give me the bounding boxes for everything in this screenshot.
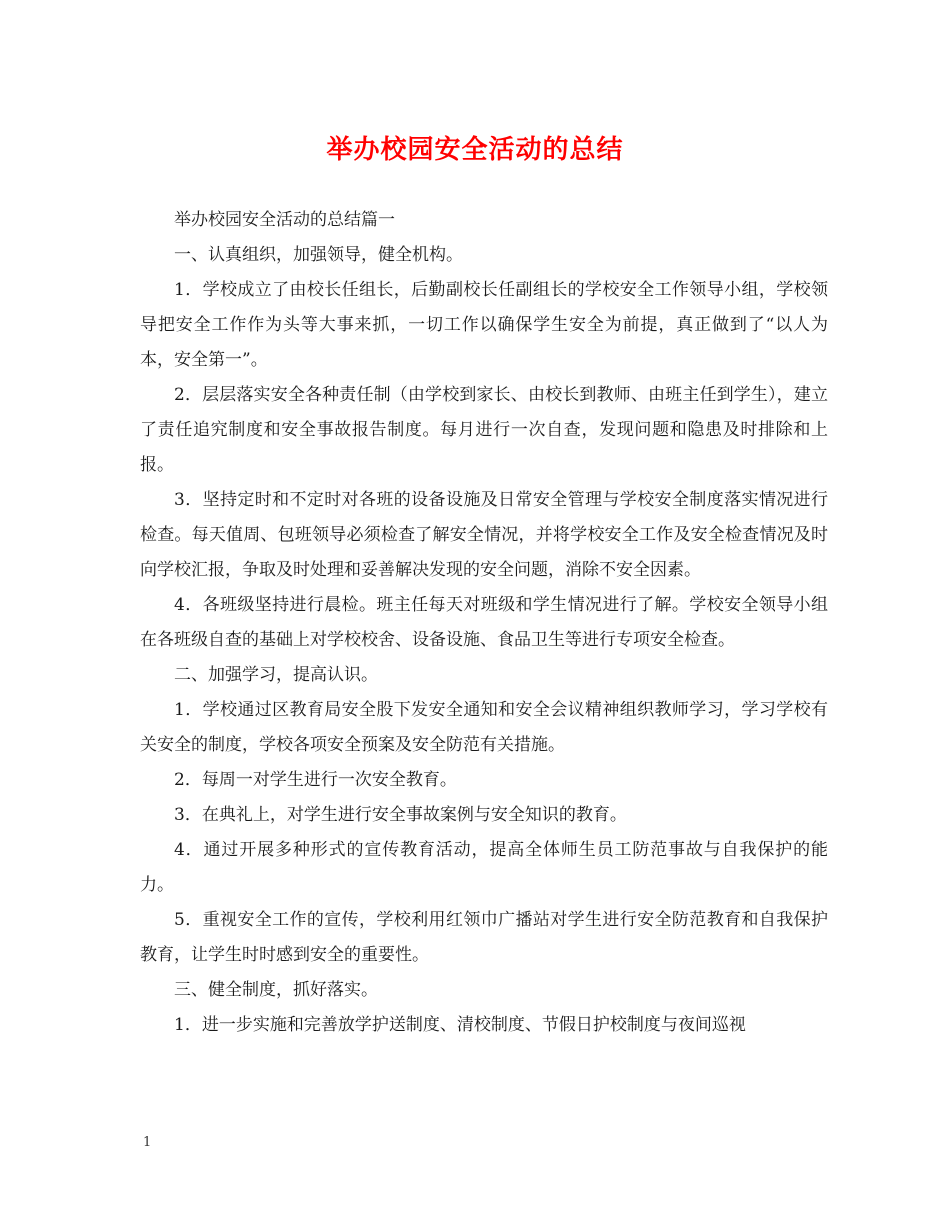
section-heading: 二、加强学习，提高认识。 bbox=[174, 665, 378, 685]
section-heading: 三、健全制度，抓好落实。 bbox=[174, 980, 378, 1000]
paragraph: 1．进一步实施和完善放学护送制度、清校制度、节假日护校制度与夜间巡视 bbox=[174, 1015, 746, 1035]
paragraph: 4．通过开展多种形式的宣传教育活动，提高全体师生员工防范事故与自我保护的能力。 bbox=[140, 840, 828, 895]
paragraph: 2．层层落实安全各种责任制（由学校到家长、由校长到教师、由班主任到学生），建立了责任追究制度和安全事故报告制度。每月进行一次自查，发现问题和隐患及时排除和上报。 bbox=[140, 385, 828, 475]
document-body bbox=[140, 203, 828, 1043]
paragraph: 1．学校成立了由校长任组长，后勤副校长任副组长的学校安全工作领导小组，学校领导把安全工作作为头等大事来抓，一切工作以确保学生安全为前提，真正做到了“以人为本，安全第一”。 bbox=[140, 280, 828, 370]
paragraph: 3．在典礼上，对学生进行安全事故案例与安全知识的教育。 bbox=[174, 805, 627, 825]
paragraph: 3．坚持定时和不定时对各班的设备设施及日常安全管理与学校安全制度落实情况进行检查。每天值周、包班领导必须检查了解安全情况，并将学校安全工作及安全检查情况及时向学校汇报，争取及时处理和妥善解决发现的安全问题，消除不安全因素。 bbox=[140, 490, 828, 580]
paragraph: 1．学校通过区教育局安全股下发安全通知和安全会议精神组织教师学习，学习学校有关安全的制度，学校各项安全预案及安全防范有关措施。 bbox=[140, 700, 828, 755]
page-number: 1 bbox=[143, 1135, 152, 1150]
section-heading: 一、认真组织，加强领导，健全机构。 bbox=[174, 245, 463, 265]
paragraph: 5．重视安全工作的宣传，学校利用红领巾广播站对学生进行安全防范教育和自我保护教育，让学生时时感到安全的重要性。 bbox=[140, 910, 828, 965]
document-title: 举办校园安全活动的总结 bbox=[326, 135, 624, 165]
section-subtitle: 举办校园安全活动的总结篇一 bbox=[174, 210, 395, 230]
paragraph: 4．各班级坚持进行晨检。班主任每天对班级和学生情况进行了解。学校安全领导小组在各班级自查的基础上对学校校舍、设备设施、食品卫生等进行专项安全检查。 bbox=[140, 595, 828, 650]
paragraph: 2．每周一对学生进行一次安全教育。 bbox=[174, 770, 457, 790]
